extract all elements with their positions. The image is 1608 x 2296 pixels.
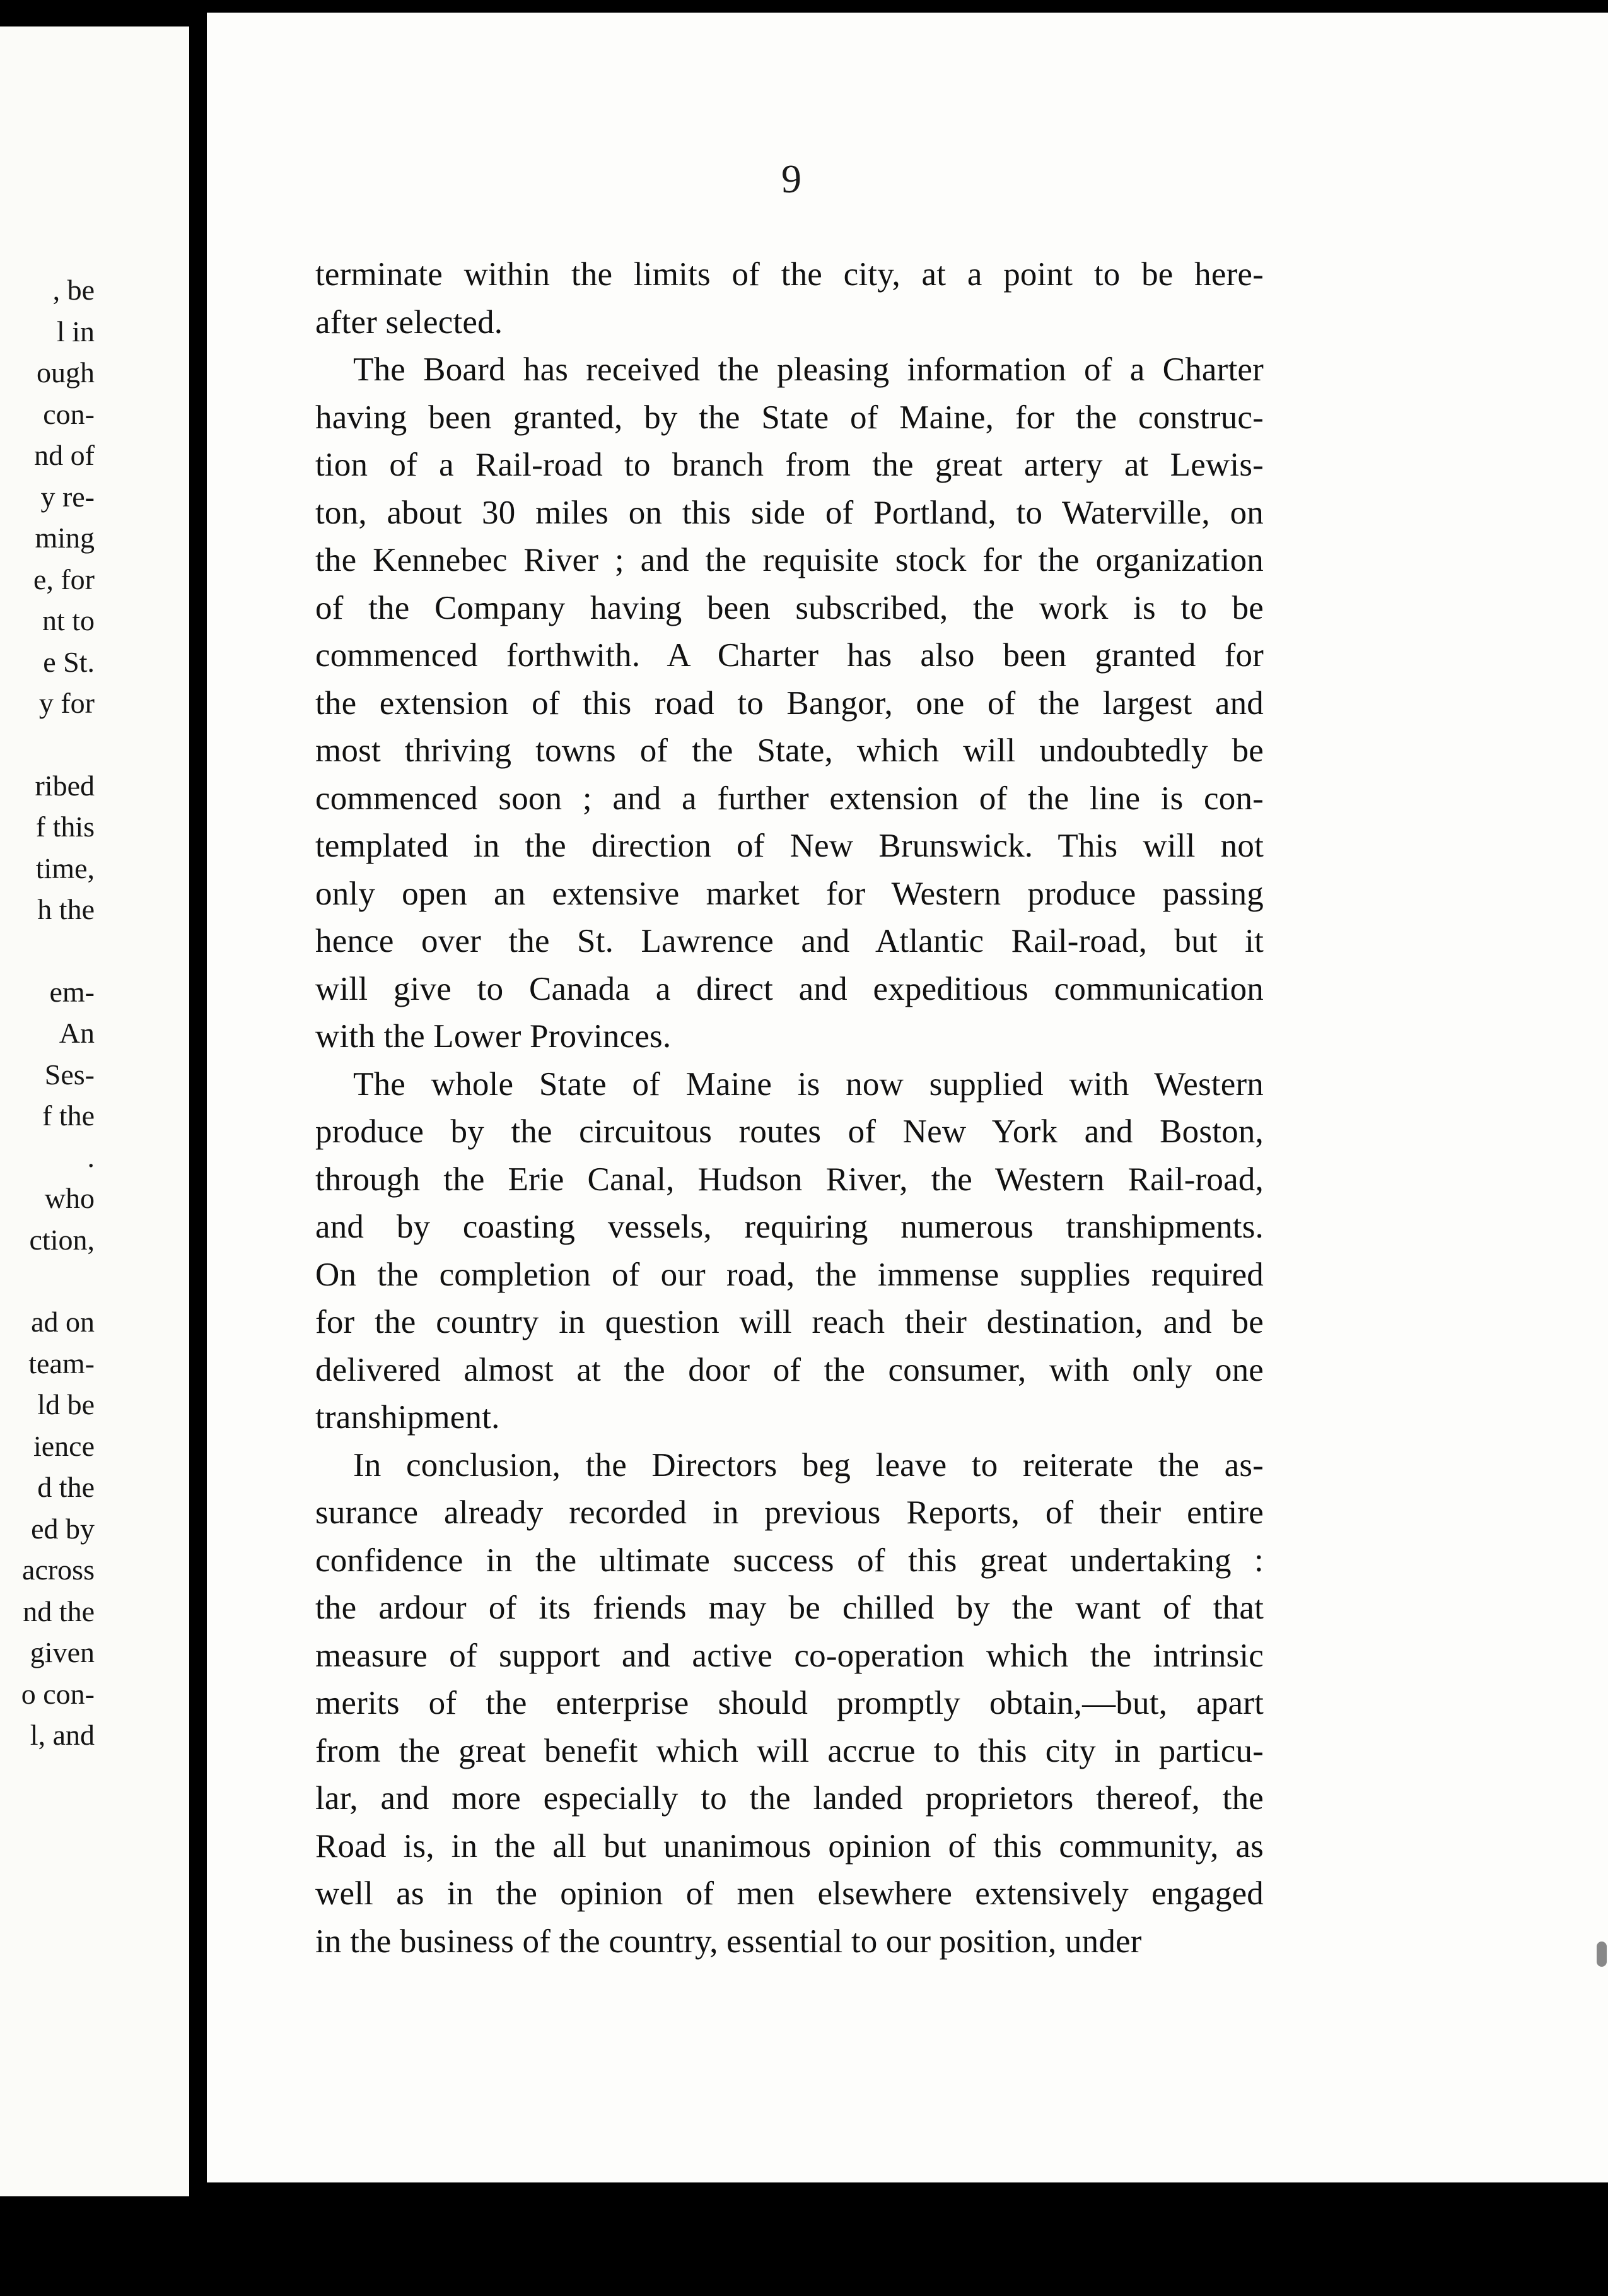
paragraph bbox=[315, 346, 1264, 1061]
left-page-fragment: h the bbox=[37, 893, 95, 925]
text-line: transhipment. bbox=[315, 1399, 500, 1436]
left-page-fragment: who bbox=[44, 1182, 95, 1214]
left-page-fragment: ld be bbox=[37, 1388, 95, 1420]
text-line: through the Erie Canal, Hudson River, the Western Rail-road, bbox=[315, 1161, 1264, 1198]
text-line: templated in the direction of New Brunswick. This will not bbox=[315, 828, 1264, 864]
left-page-fragment: l, and bbox=[30, 1719, 95, 1751]
text-line: commenced forthwith. A Charter has also been granted for bbox=[315, 637, 1264, 674]
left-page-fragment: ad on bbox=[31, 1306, 95, 1338]
text-line: The whole State of Maine is now supplied with Western bbox=[353, 1065, 1264, 1103]
left-page-fragment: , be bbox=[52, 274, 95, 306]
text-line: terminate within the limits of the city, at a point to be here- bbox=[315, 256, 1264, 293]
text-line: only open an extensive market for Western produce passing bbox=[315, 875, 1264, 912]
left-page-fragment: e, for bbox=[33, 563, 95, 595]
text-line: tion of a Rail-road to branch from the great artery at Lewis- bbox=[315, 447, 1264, 483]
paragraph bbox=[315, 1442, 1264, 1966]
left-page-fragment: y re- bbox=[40, 480, 95, 513]
left-page-fragment: team- bbox=[28, 1347, 95, 1379]
text-line: the Kennebec River ; and the requisite stock for the organization bbox=[315, 542, 1264, 578]
left-page-fragment: y for bbox=[38, 687, 95, 719]
book-gutter bbox=[189, 0, 207, 2296]
text-line: hence over the St. Lawrence and Atlantic Rail-road, but it bbox=[315, 923, 1264, 959]
text-line: will give to Canada a direct and expeditious communication bbox=[315, 970, 1264, 1007]
text-line: produce by the circuitous routes of New York and Boston, bbox=[315, 1113, 1264, 1150]
text-line: for the country in question will reach their destination, and be bbox=[315, 1304, 1264, 1340]
left-page-fragment: . bbox=[87, 1140, 95, 1173]
left-page-fragment: o con- bbox=[21, 1677, 95, 1710]
text-line: delivered almost at the door of the consumer, with only one bbox=[315, 1351, 1264, 1388]
left-facing-page bbox=[0, 26, 189, 2196]
text-line: the ardour of its friends may be chilled by the want of that bbox=[315, 1590, 1264, 1626]
left-page-fragment: Ses- bbox=[44, 1058, 95, 1091]
left-page-fragment: ribed bbox=[35, 769, 95, 802]
text-line: measure of support and active co-operation which the intrinsic bbox=[315, 1637, 1264, 1674]
left-page-fragment: ience bbox=[33, 1429, 95, 1462]
text-line: in the business of the country, essential to our position, under bbox=[315, 1923, 1142, 1960]
left-page-fragment: nd the bbox=[23, 1595, 95, 1627]
paragraph bbox=[315, 251, 1264, 346]
left-page-fragment: f this bbox=[35, 811, 95, 843]
left-page-fragment: e St. bbox=[43, 645, 95, 678]
text-line: In conclusion, the Directors beg leave to reiterate the as- bbox=[353, 1446, 1264, 1484]
text-line: confidence in the ultimate success of this great undertaking : bbox=[315, 1542, 1264, 1579]
left-page-fragment: f the bbox=[42, 1099, 95, 1132]
left-page-fragment: con- bbox=[43, 397, 95, 430]
left-page-fragment: em- bbox=[49, 975, 95, 1008]
text-line: well as in the opinion of men elsewhere extensively engaged bbox=[315, 1875, 1264, 1912]
left-page-fragment: l in bbox=[56, 315, 95, 348]
text-line: after selected. bbox=[315, 303, 503, 341]
left-page-fragment: nd of bbox=[34, 439, 95, 471]
page-number: 9 bbox=[781, 156, 801, 201]
text-line: Road is, in the all but unanimous opinion of this community, as bbox=[315, 1827, 1264, 1865]
text-line: commenced soon ; and a further extension of the line is con- bbox=[315, 780, 1264, 817]
text-line: having been granted, by the State of Maine, for the construc- bbox=[315, 399, 1264, 436]
left-page-fragment: time, bbox=[35, 852, 95, 884]
text-line: The Board has received the pleasing information of a Charter bbox=[353, 351, 1264, 388]
text-line: On the completion of our road, the immense supplies required bbox=[315, 1256, 1264, 1293]
text-line: of the Company having been subscribed, the work is to be bbox=[315, 589, 1264, 626]
page-edge-mark bbox=[1597, 1942, 1607, 1967]
left-page-fragment: given bbox=[30, 1636, 95, 1668]
body-text bbox=[315, 251, 1264, 1965]
text-line: ton, about 30 miles on this side of Portland, to Waterville, on bbox=[315, 494, 1264, 531]
text-line: with the Lower Provinces. bbox=[315, 1018, 672, 1055]
left-page-fragment: ction, bbox=[29, 1223, 95, 1256]
left-page-fragment: ming bbox=[35, 522, 95, 554]
right-page bbox=[207, 13, 1608, 2182]
text-line: the extension of this road to Bangor, one of the largest and bbox=[315, 684, 1264, 722]
left-page-fragment: nt to bbox=[42, 604, 95, 636]
left-page-fragment: ough bbox=[37, 356, 95, 389]
paragraph bbox=[315, 1061, 1264, 1442]
text-line: merits of the enterprise should promptly obtain,—but, apart bbox=[315, 1685, 1264, 1721]
text-line: and by coasting vessels, requiring numerous transhipments. bbox=[315, 1209, 1264, 1245]
left-page-fragment: across bbox=[22, 1554, 95, 1586]
left-page-fragment: An bbox=[59, 1017, 95, 1049]
left-page-fragment: ed by bbox=[31, 1512, 95, 1545]
text-line: most thriving towns of the State, which will undoubtedly be bbox=[315, 732, 1264, 769]
text-line: surance already recorded in previous Reports, of their entire bbox=[315, 1494, 1264, 1531]
left-page-fragment: d the bbox=[37, 1471, 95, 1503]
text-line: from the great benefit which will accrue to this city in particu- bbox=[315, 1732, 1264, 1769]
text-line: lar, and more especially to the landed proprietors thereof, the bbox=[315, 1780, 1264, 1817]
